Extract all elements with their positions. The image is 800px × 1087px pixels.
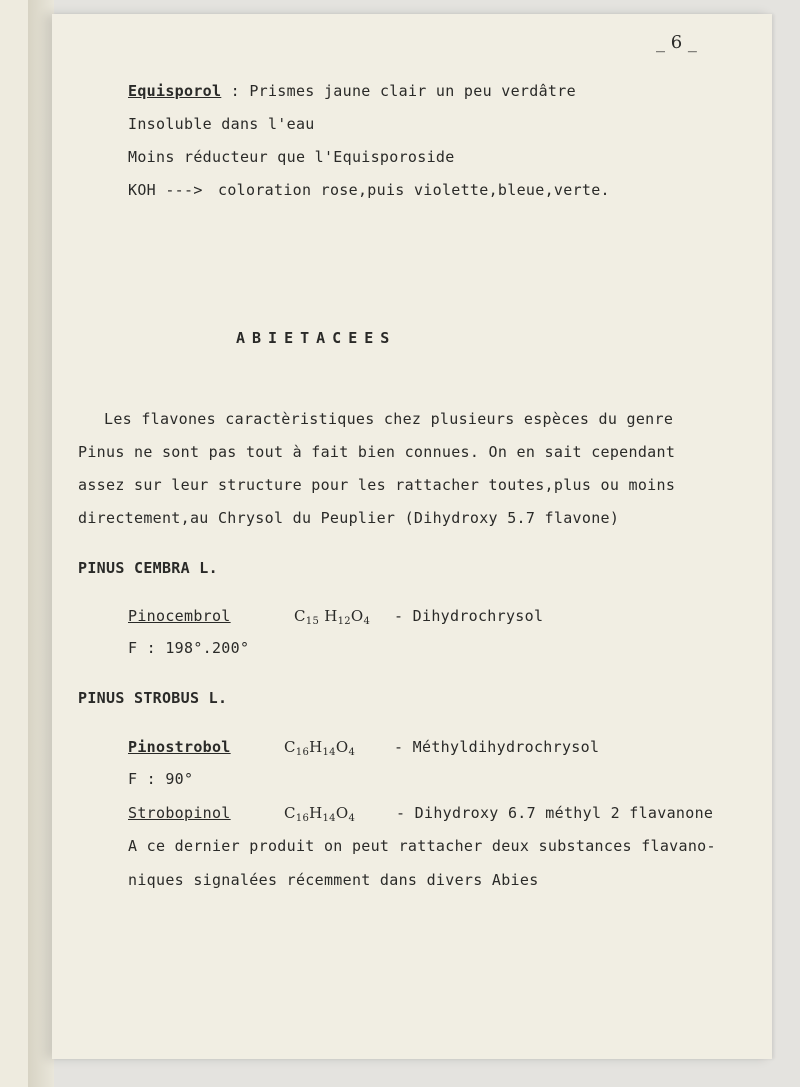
equisporol-reduction: Moins réducteur que l'Equisporoside	[128, 148, 455, 166]
compound-name-equisporol: Equisporol	[128, 82, 222, 100]
formula-strobopinol: $C_{16}H_{14}O_4$	[284, 804, 356, 824]
document-page	[52, 14, 772, 1059]
description-pinocembrol: - Dihydrochrysol	[394, 607, 544, 625]
equisporol-solubility: Insoluble dans l'eau	[128, 115, 315, 133]
intro-line: directement,au Chrysol du Peuplier (Dihydroxy 5.7 flavone)	[78, 509, 620, 527]
equisporol-description: : Prismes jaune clair un peu verdâtre	[230, 82, 576, 100]
fusion-point-pinostrobol: F : 90°	[128, 770, 194, 788]
fusion-point-pinocembrol: F : 198°.200°	[128, 639, 250, 657]
species-title-strobus: PINUS STROBUS L.	[78, 689, 228, 707]
intro-line: Pinus ne sont pas tout à fait bien connues. On en sait cependant	[78, 443, 676, 461]
closing-line: A ce dernier produit on peut rattacher deux substances flavano-	[128, 837, 716, 855]
closing-line: niques signalées récemment dans divers Abies	[128, 871, 539, 889]
compound-name-pinostrobol: Pinostrobol	[128, 738, 231, 756]
species-title-cembra: PINUS CEMBRA L.	[78, 559, 218, 577]
formula-pinostrobol: $C_{16}H_{14}O_4$	[284, 738, 356, 758]
page-number: _ 6 _	[656, 32, 697, 53]
intro-line: Les flavones caractèristiques chez plusieurs espèces du genre	[104, 410, 674, 428]
compound-name-pinocembrol: Pinocembrol	[128, 607, 231, 625]
koh-label: KOH --->	[128, 181, 203, 199]
binding-gutter	[28, 0, 54, 1087]
compound-name-strobopinol: Strobopinol	[128, 804, 231, 822]
section-heading: ABIETACEES	[236, 329, 397, 347]
koh-result: coloration rose,puis violette,bleue,verte.	[218, 181, 610, 199]
equisporol-koh-line	[128, 181, 610, 199]
formula-pinocembrol: $C_{15}$ $H_{12}O_4$	[294, 607, 371, 627]
intro-line: assez sur leur structure pour les rattacher toutes,plus ou moins	[78, 476, 676, 494]
equisporol-line	[128, 82, 576, 100]
description-strobopinol: - Dihydroxy 6.7 méthyl 2 flavanone	[396, 804, 714, 822]
description-pinostrobol: - Méthyldihydrochrysol	[394, 738, 600, 756]
